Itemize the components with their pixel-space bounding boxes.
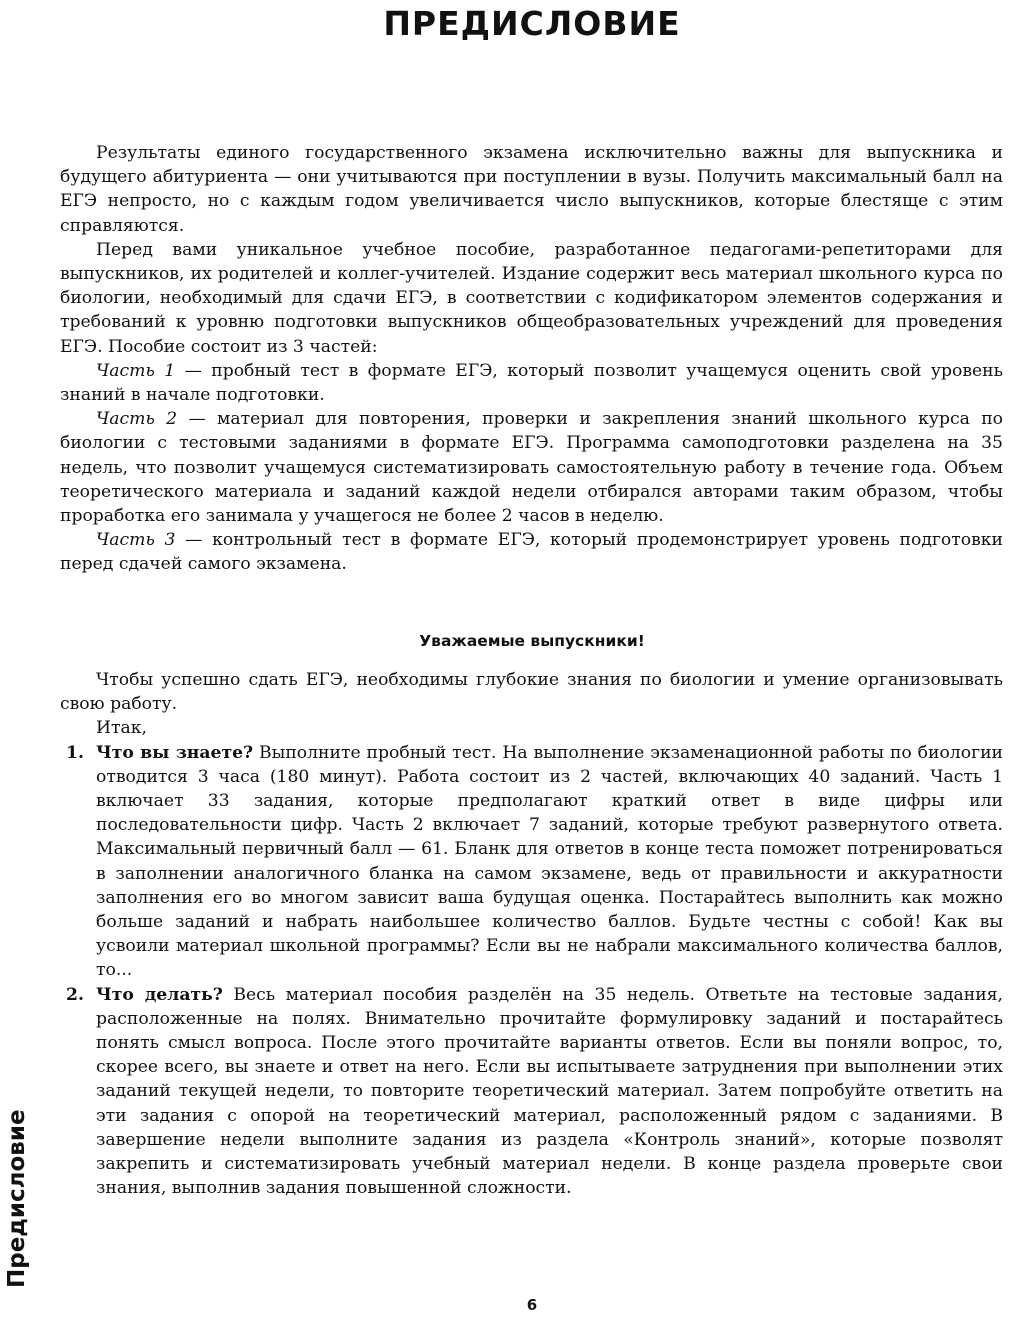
section-block <box>60 668 1003 1200</box>
list-item-lead: Что вы знаете? <box>96 742 254 763</box>
side-section-label: Предисловие <box>4 1109 30 1288</box>
list-item-number: 2. <box>66 984 84 1005</box>
page-number: 6 <box>526 1296 538 1314</box>
part-2-label: Часть 2 <box>96 409 178 430</box>
part-1-label: Часть 1 <box>96 360 176 381</box>
part-3-text: — контрольный тест в формате ЕГЭ, который продемонстрирует уровень подготовки перед сдачей самого экзамена. <box>60 530 1003 575</box>
list-item <box>60 983 1003 1201</box>
list-item <box>60 741 1003 983</box>
section-paragraph: Чтобы успешно сдать ЕГЭ, необходимы глубокие знания по биологии и умение организовывать свою работу. <box>60 670 1003 715</box>
list-item-lead: Что делать? <box>96 984 223 1005</box>
intro-paragraph: Результаты единого государственного экзамена исключительно важны для выпускника и будущего абитуриента — они учитываются при поступлении в вузы. Получить максимальный балл на ЕГЭ непросто, но с каждым годом увеличивается число выпускников, которые блестяще с этим справляются. <box>60 143 1003 236</box>
advice-list <box>60 741 1003 1201</box>
section-heading: Уважаемые выпускники! <box>419 632 645 650</box>
intro-paragraph: Перед вами уникальное учебное пособие, разработанное педагогами-репетиторами для выпускников, их родителей и коллег-учителей. Издание содержит весь материал школьного курса по биологии, необходимый для сдачи ЕГЭ, в соответствии с кодификатором элементов содержания и требований к уровню подготовки выпускников общеобразовательных учреждений для проведения ЕГЭ. Пособие состоит из 3 частей: <box>60 239 1003 357</box>
part-3-label: Часть 3 <box>96 530 176 551</box>
section-paragraph: Итак, <box>96 718 147 739</box>
list-item-text: Выполните пробный тест. На выполнение экзаменационной работы по биологии отводится 3 часа (180 минут). Работа состоит из 2 частей, включающих 40 заданий. Часть 1 включает 33 задания, которые предполагают краткий ответ в виде цифры или последовательности цифр. Часть 2 включает 7 заданий, которые требуют развернутого ответа. Максимальный первичный балл — 61. Бланк для ответов в конце теста поможет потренироваться в заполнении аналогичного бланка на самом экзамене, ведь от правильности и аккуратности заполнения его во многом зависит ваша будущая оценка. Постарайтесь выполнить как можно больше заданий и набрать наибольшее количество баллов. Будьте честны с собой! Как вы усвоили материал школьной программы? Если вы не набрали максимального количества баллов, то... <box>96 742 1003 981</box>
intro-block <box>60 141 1003 577</box>
list-item-text: Весь материал пособия разделён на 35 недель. Ответьте на тестовые задания, расположенные на полях. Внимательно прочитайте формулировку заданий и постарайтесь понять смысл вопроса. После этого прочитайте варианты ответов. Если вы поняли вопрос, то, скорее всего, вы знаете и ответ на него. Если вы испытываете затруднения при выполнении этих заданий текущей недели, то повторите теоретический материал. Затем попробуйте ответить на эти задания с опорой на теоретический материал, расположенный рядом с заданиями. В завершение недели выполните задания из раздела «Контроль знаний», которые позволят закрепить и систематизировать учебный материал недели. В конце раздела проверьте свои знания, выполнив задания повышенной сложности. <box>96 984 1003 1199</box>
list-item-number: 1. <box>66 742 84 763</box>
page-title: ПРЕДИСЛОВИЕ <box>383 4 681 43</box>
part-1-text: — пробный тест в формате ЕГЭ, который позволит учащемуся оценить свой уровень знаний в начале подготовки. <box>60 360 1003 406</box>
part-3-paragraph <box>60 528 1003 576</box>
part-2-text: — материал для повторения, проверки и закрепления знаний школьного курса по биологии с тестовыми заданиями в формате ЕГЭ. Программа самоподготовки разделена на 35 недель, что позволит учащемуся систематизировать самостоятельную работу в течение года. Объем теоретического материала и заданий каждой недели отбирался авторами таким образом, чтобы проработка его занимала у учащегося не более 2 часов в неделю. <box>60 409 1003 527</box>
part-1-paragraph <box>60 359 1003 407</box>
part-2-paragraph <box>60 407 1003 528</box>
